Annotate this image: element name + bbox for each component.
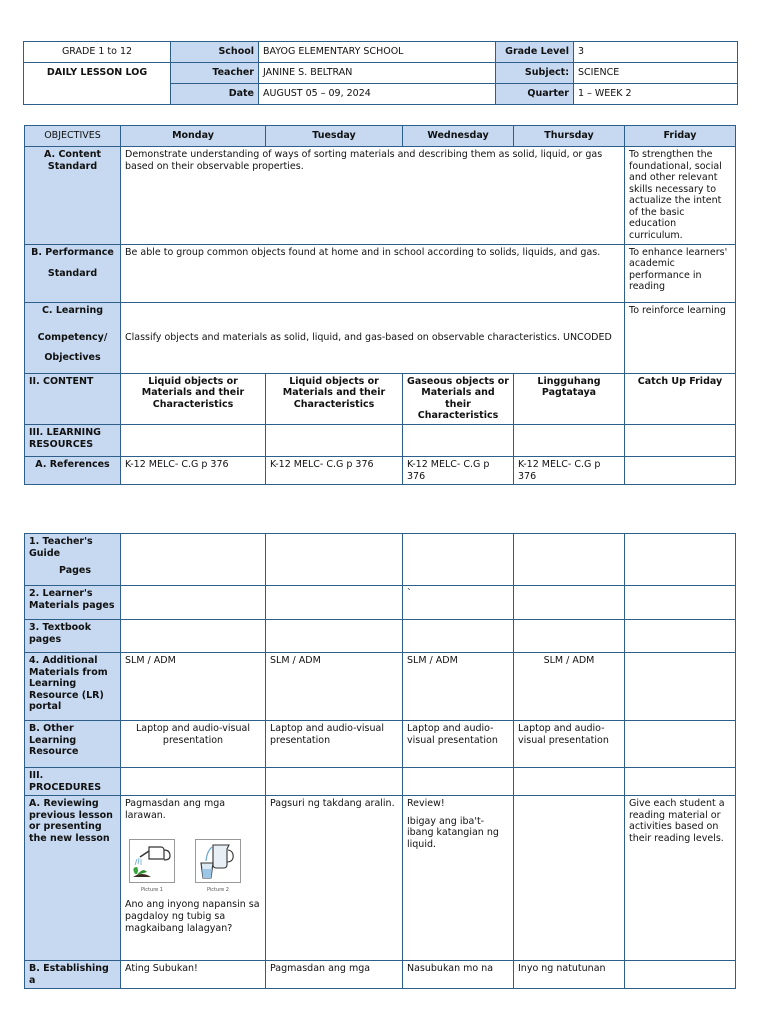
content-standard-text: Demonstrate understanding of ways of sorting materials and describing them as solid, liquid, or gas based on their observable properties. <box>121 147 625 245</box>
other-resource-label: B. Other Learning Resource <box>25 721 121 768</box>
picture-1-caption: Picture 1 <box>141 887 163 894</box>
other-thursday: Laptop and audio-visual presentation <box>514 721 625 768</box>
procedures-table <box>24 533 736 989</box>
content-label: II. CONTENT <box>25 373 121 424</box>
watering-can-plant-image <box>129 839 175 883</box>
content-standard-label: A. Content Standard <box>25 147 121 245</box>
date-label: Date <box>171 84 259 105</box>
content-tuesday: Liquid objects or Materials and their Characteristics <box>266 373 403 424</box>
additional-materials-label: 4. Additional Materials from Learning Resource (LR) portal <box>25 653 121 721</box>
reviewing-wednesday-line1: Review! <box>407 798 445 810</box>
references-tuesday: K-12 MELC- C.G p 376 <box>266 456 403 484</box>
subject-value: SCIENCE <box>574 63 738 84</box>
content-friday: Catch Up Friday <box>625 373 736 424</box>
cell-empty <box>625 721 736 768</box>
cell-empty <box>514 620 625 653</box>
content-wednesday: Gaseous objects or Materials and their Characteristics <box>403 373 514 424</box>
content-standard-friday: To strengthen the foundational, social and other relevant skills necessary to actualize the intent of the basic education curriculum. <box>625 147 736 245</box>
cell-empty <box>266 586 403 620</box>
cell-empty <box>121 620 266 653</box>
cell-empty <box>266 424 403 456</box>
grade-level-label: Grade Level <box>496 42 574 63</box>
cell-empty <box>514 424 625 456</box>
other-wednesday: Laptop and audio-visual presentation <box>403 721 514 768</box>
header-table <box>23 41 738 105</box>
learners-materials-wednesday: ` <box>403 586 514 620</box>
establishing-monday: Ating Subukan! <box>121 961 266 989</box>
performance-label-line2: Standard <box>47 268 98 280</box>
cell-empty <box>121 424 266 456</box>
grade-level-value: 3 <box>574 42 738 63</box>
day-wednesday: Wednesday <box>403 126 514 147</box>
references-thursday: K-12 MELC- C.G p 376 <box>514 456 625 484</box>
reviewing-wednesday <box>403 796 514 961</box>
cell-empty <box>625 586 736 620</box>
reviewing-monday-prompt: Pagmasdan ang mga larawan. <box>125 798 226 821</box>
reviewing-monday-question: Ano ang inyong napansin sa pagdaloy ng tubig sa magkaibang lalagyan? <box>125 899 260 934</box>
competency-label-line3: Objectives <box>44 351 101 363</box>
day-tuesday: Tuesday <box>266 126 403 147</box>
cell-empty <box>266 534 403 586</box>
cell-empty <box>625 768 736 796</box>
other-tuesday: Laptop and audio-visual presentation <box>266 721 403 768</box>
reviewing-monday <box>121 796 266 961</box>
references-wednesday: K-12 MELC- C.G p 376 <box>403 456 514 484</box>
picture-2 <box>195 839 241 893</box>
cell-empty <box>625 620 736 653</box>
cell-empty <box>266 768 403 796</box>
cell-empty <box>266 620 403 653</box>
performance-label-line1: B. Performance <box>31 246 114 258</box>
content-thursday: Lingguhang Pagtataya <box>514 373 625 424</box>
cell-empty <box>403 534 514 586</box>
establishing-wednesday: Nasubukan mo na <box>403 961 514 989</box>
cell-empty <box>121 534 266 586</box>
day-thursday: Thursday <box>514 126 625 147</box>
cell-empty <box>514 586 625 620</box>
references-monday: K-12 MELC- C.G p 376 <box>121 456 266 484</box>
establishing-label: B. Establishing a <box>25 961 121 989</box>
day-friday: Friday <box>625 126 736 147</box>
subject-label: Subject: <box>496 63 574 84</box>
school-value: BAYOG ELEMENTARY SCHOOL <box>259 42 496 63</box>
teachers-guide-line2: Pages <box>59 565 92 577</box>
cell-empty <box>403 620 514 653</box>
cell-empty <box>403 768 514 796</box>
establishing-tuesday: Pagmasdan ang mga <box>266 961 403 989</box>
teacher-label: Teacher <box>171 63 259 84</box>
performance-standard-label <box>25 244 121 302</box>
pictures <box>129 839 261 893</box>
establishing-thursday: Inyo ng natutunan <box>514 961 625 989</box>
picture-1 <box>129 839 175 893</box>
performance-standard-friday: To enhance learners' academic performance in reading <box>625 244 736 302</box>
cell-empty <box>625 653 736 721</box>
learning-resources-label: III. LEARNING RESOURCES <box>25 424 121 456</box>
additional-thursday: SLM / ADM <box>514 653 625 721</box>
learning-competency-friday: To reinforce learning <box>625 302 736 373</box>
additional-wednesday: SLM / ADM <box>403 653 514 721</box>
grades-label: GRADE 1 to 12 <box>24 42 171 63</box>
teachers-guide-line1: 1. Teacher's Guide <box>29 536 93 559</box>
cell-empty <box>625 456 736 484</box>
teachers-guide-label <box>25 534 121 586</box>
learners-materials-label: 2. Learner's Materials pages <box>25 586 121 620</box>
school-label: School <box>171 42 259 63</box>
cell-empty <box>625 424 736 456</box>
learning-competency-text: Classify objects and materials as solid, liquid, and gas-based on observable characteristics. UNCODED <box>121 302 625 373</box>
cell-empty <box>625 961 736 989</box>
quarter-value: 1 – WEEK 2 <box>574 84 738 105</box>
cell-empty <box>514 768 625 796</box>
date-value: AUGUST 05 – 09, 2024 <box>259 84 496 105</box>
procedures-label: III. PROCEDURES <box>25 768 121 796</box>
picture-2-caption: Picture 2 <box>207 887 229 894</box>
content-monday: Liquid objects or Materials and their Characteristics <box>121 373 266 424</box>
additional-monday: SLM / ADM <box>121 653 266 721</box>
cell-empty <box>121 586 266 620</box>
quarter-label: Quarter <box>496 84 574 105</box>
performance-standard-text: Be able to group common objects found at home and in school according to solids, liquids, and gas. <box>121 244 625 302</box>
reviewing-friday: Give each student a reading material or activities based on their reading levels. <box>625 796 736 961</box>
cell-empty <box>121 768 266 796</box>
day-monday: Monday <box>121 126 266 147</box>
other-monday: Laptop and audio-visual presentation <box>121 721 266 768</box>
additional-tuesday: SLM / ADM <box>266 653 403 721</box>
competency-label-line2: Competency/ <box>37 332 108 344</box>
cell-empty <box>514 534 625 586</box>
reviewing-tuesday: Pagsuri ng takdang aralin. <box>266 796 403 961</box>
objectives-header: OBJECTIVES <box>25 126 121 147</box>
reviewing-wednesday-line2: Ibigay ang iba't-ibang katangian ng liquid. <box>407 815 499 850</box>
cell-empty <box>403 424 514 456</box>
reviewing-label: A. Reviewing previous lesson or presenting the new lesson <box>25 796 121 961</box>
competency-label-line1: C. Learning <box>41 304 104 316</box>
objectives-table <box>24 125 736 485</box>
teacher-value: JANINE S. BELTRAN <box>259 63 496 84</box>
cell-empty <box>625 534 736 586</box>
textbook-pages-label: 3. Textbook pages <box>25 620 121 653</box>
references-label: A. References <box>25 456 121 484</box>
cell-empty <box>514 796 625 961</box>
doc-title: DAILY LESSON LOG <box>24 63 171 105</box>
pitcher-glass-image <box>195 839 241 883</box>
learning-competency-label <box>25 302 121 373</box>
